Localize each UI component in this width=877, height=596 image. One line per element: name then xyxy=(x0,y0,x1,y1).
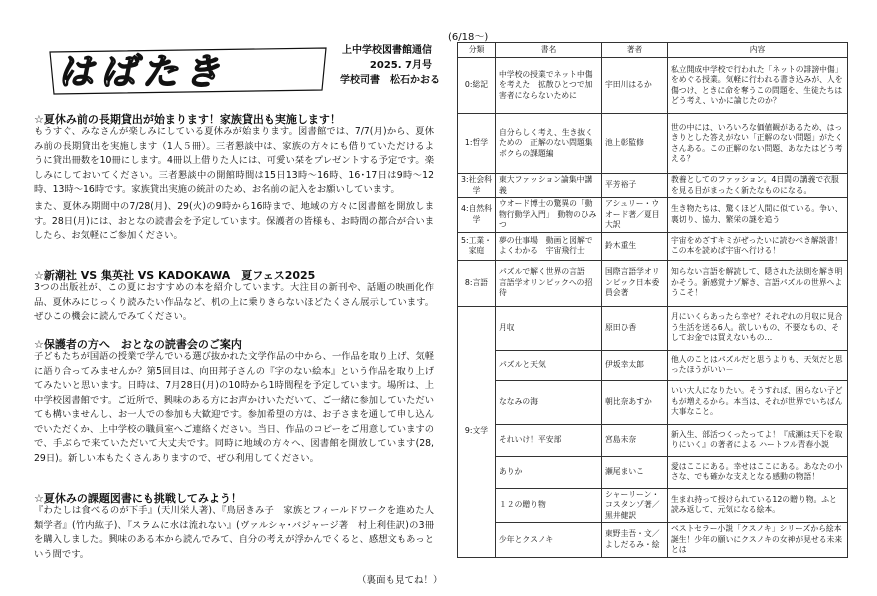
newsletter-title: はばたき xyxy=(58,52,227,93)
section-paragraph: もうすぐ、みなさんが楽しみにしている夏休みが始まります。図書館では、7/7(月)から、夏休み前の長期貸出を実施します（1人５冊）。三者懇談中は、家族の方々にも借りていただけるように貸出冊数を10冊にします。4冊以上借りた人には、可愛い栞をプレゼントする予定です。楽しみにしておいてください。三者懇談中の開館時間は15日13時～16時、16･17日は9時～12時、13時～16時です。家族貸出実施の統計のため、お名前の記入をお願いしています。 xyxy=(34,126,434,195)
author-cell: 鈴木重生 xyxy=(602,232,668,260)
author-label: 学校司書 松石かおる xyxy=(340,75,440,86)
content-cell: 教養としてのファッション。4日間の講義で衣服を見る目がまったく新たなものになる。 xyxy=(668,174,848,198)
author-cell: 朝比奈あすか xyxy=(602,380,668,424)
content-cell: 新入生、部活つくったってよ！『成瀬は天下を取りにいく』の著者による ハートフル青春小説 xyxy=(668,424,848,456)
section-paragraph: 『わたしは食べるのが下手』(天川栄人著)、『鳥居きみ子 家族とフィールドワークを進めた人類学者』(竹内紘子)、『スラムに水は流れない』(ヴァルシャ･バジャージ著 村上利佳訳)の3冊を購入しました。興味のある本から読んでみて、自分の考えが浮かんでくると、感想文もあっという間です。 xyxy=(34,505,434,560)
category-cell: 9:文学 xyxy=(458,306,496,557)
content-cell: 世の中には、いろいろな価値観があるため、はっきりとした答えがない「正解のない問題」がたくさんある。この正解のない問題、あなたはどう考える？ xyxy=(668,114,848,174)
author-cell: 平芳裕子 xyxy=(602,174,668,198)
author-cell: 国際言語学オリンピック日本委員会著 xyxy=(602,260,668,306)
table-row xyxy=(458,523,848,558)
author-cell: 瀬尾まいこ xyxy=(602,456,668,488)
see-back-note: （裏面も見てね！） xyxy=(357,575,443,586)
content-cell: 知らない言語を解読して、隠された法則を解き明かそう。新感覚ナゾ解き、言語パズルの世界へようこそ！ xyxy=(668,260,848,306)
section-paragraph: 子どもたちが国語の授業で学んでいる選び抜かれた文学作品の中から、一作品を取り上げ、気軽に語り合ってみませんか？第5回目は、向田邦子さんの『字のない絵本』という作品を取り上げてみたいと思います。日時は、7月28日(月)の10時から1時間程を予定しています。場所は、上中学校図書館です。ご近所で、興味のある方にお声かけいただいて、ご一緒に参加していただいても構いませんし、お一人での参加も大歓迎です。参加希望の方は、お子さまを通して申し込んでいただくか、上中学校の職員室へご連絡ください。当日、作品のコピーをご用意していますので、手ぶらで来ていただいて大丈夫です。同時に地域の方々へ、図書館を開放しています(28, 29日)。新しい本もたくさんありますので、ぜひ利用してください。 xyxy=(34,351,434,464)
publisher-name: 上中学校図書館通信 xyxy=(342,45,432,56)
title-cell: １２の贈り物 xyxy=(496,488,602,523)
table-row xyxy=(458,456,848,488)
author-cell: 伊坂幸太郎 xyxy=(602,350,668,380)
author-cell: アシュリー・ウオード著／夏目大訳 xyxy=(602,198,668,233)
title-cell: 東大ファッション論集中講義 xyxy=(496,174,602,198)
title-cell: パズルで解く世界の言語 言語学オリンピックへの招待 xyxy=(496,260,602,306)
content-cell: いい大人になりたい。そうすれば、困らない子どもが増えるから。本当は、それが世界でいちばん大事なこと。 xyxy=(668,380,848,424)
section-heading-long-loan: ☆夏休み前の長期貸出が始まります！家族貸出も実施します！ xyxy=(34,113,341,126)
title-cell: ウオード博士の驚異の「動物行動学入門」 動物のひみつ xyxy=(496,198,602,233)
header-title: 書名 xyxy=(496,43,602,58)
title-cell: 夢の仕事場 動画と図解でよくわかる 宇宙飛行士 xyxy=(496,232,602,260)
title-cell: パズルと天気 xyxy=(496,350,602,380)
title-cell: 自分らしく考え、生き抜くための 正解のない問題集 ボクらの課題編 xyxy=(496,114,602,174)
category-cell: 5:工業・家庭 xyxy=(458,232,496,260)
table-row xyxy=(458,260,848,306)
section-paragraph: 3つの出版社が、この夏におすすめの本を紹介しています。大注目の新刊や、話題の映画化作品、夏休みにじっくり読みたい作品など、机の上に乗りきらないほどたくさん展示しています。ぜひこの機会に読んでみてください。 xyxy=(34,282,434,322)
author-cell: シャーリーン・コスタンゾ著／黒井健訳 xyxy=(602,488,668,523)
category-cell: 3:社会科学 xyxy=(458,174,496,198)
title-cell: 中学校の授業でネット中傷を考えた 拡散ひとつで加害者にならないために xyxy=(496,58,602,114)
category-cell: 1:哲学 xyxy=(458,114,496,174)
newsletter-meta xyxy=(340,43,440,88)
table-row xyxy=(458,232,848,260)
header-category: 分類 xyxy=(458,43,496,58)
title-cell: ありか xyxy=(496,456,602,488)
author-cell: 原田ひ香 xyxy=(602,306,668,350)
issue-label: 2025. 7月号 xyxy=(369,60,432,71)
title-cell: それいけ！平安部 xyxy=(496,424,602,456)
title-cell: ななみの海 xyxy=(496,380,602,424)
content-cell: 生まれ持って授けられている12の贈り物。ふと読み返して、元気になる絵本。 xyxy=(668,488,848,523)
new-books-table xyxy=(457,42,848,558)
table-row xyxy=(458,488,848,523)
book-list-date-range: (6/18～) xyxy=(448,32,489,43)
category-cell: 0:総記 xyxy=(458,58,496,114)
table-row xyxy=(458,380,848,424)
title-cell: 月収 xyxy=(496,306,602,350)
table-row xyxy=(458,198,848,233)
author-cell: 東野圭吾・文／よしだるみ・絵 xyxy=(602,523,668,558)
section-heading-assigned-books: ☆夏休みの課題図書にも挑戦してみよう！ xyxy=(34,492,242,505)
section-heading-summer-fair: ☆新潮社 VS 集英社 VS KADOKAWA 夏フェス2025 xyxy=(34,269,316,282)
content-cell: 私立開成中学校で行われた「ネットの誹謗中傷」をめぐる授業。気軽に行われる書き込みが、人を傷つけ、ときに命を奪うこの問題を、生徒たちはどう考え、いかに論じたのか？ xyxy=(668,58,848,114)
table-row xyxy=(458,114,848,174)
header-author: 著者 xyxy=(602,43,668,58)
section-paragraph: また、夏休み期間中の7/28(月)、29(火)の9時から16時まで、地域の方々に図書館を開放します。28日(月)には、おとなの読書会を予定しています。保護者の皆様も、お時間の都合が合いましたら、お気軽にご参加ください。 xyxy=(34,201,434,241)
content-cell: 月にいくらあったら幸せ？それぞれの月収に見合う生活を送る6人。欲しいもの、不要なもの、そしてお金では買えないもの… xyxy=(668,306,848,350)
content-cell: 他人のことはパズルだと思うよりも、天気だと思ったほうがいい－ xyxy=(668,350,848,380)
table-row xyxy=(458,174,848,198)
table-header-row xyxy=(458,43,848,58)
section-heading-reading-club: ☆保護者の方へ おとなの読書会のご案内 xyxy=(34,338,242,351)
author-cell: 宇田川はるか xyxy=(602,58,668,114)
category-cell: 4:自然科学 xyxy=(458,198,496,233)
content-cell: 愛はここにある。幸せはここにある。あなたの小さな、でも確かな支えとなる感動の物語！ xyxy=(668,456,848,488)
table-row xyxy=(458,424,848,456)
author-cell: 宮島未奈 xyxy=(602,424,668,456)
table-row xyxy=(458,58,848,114)
content-cell: 宇宙をめざすキミがぜったいに読むべき解説書！この本を読めば宇宙へ行ける！ xyxy=(668,232,848,260)
content-cell: ベストセラー小説「クスノキ」シリーズから絵本誕生！少年の願いにクスノキの女神が見せる未来とは xyxy=(668,523,848,558)
header-content: 内容 xyxy=(668,43,848,58)
table-row xyxy=(458,306,848,350)
author-cell: 池上彰監修 xyxy=(602,114,668,174)
title-cell: 少年とクスノキ xyxy=(496,523,602,558)
category-cell: 8:言語 xyxy=(458,260,496,306)
table-row xyxy=(458,350,848,380)
content-cell: 生き物たちは、驚くほど人間に似ている。争い、裏切り、協力、繁栄の謎を追う xyxy=(668,198,848,233)
